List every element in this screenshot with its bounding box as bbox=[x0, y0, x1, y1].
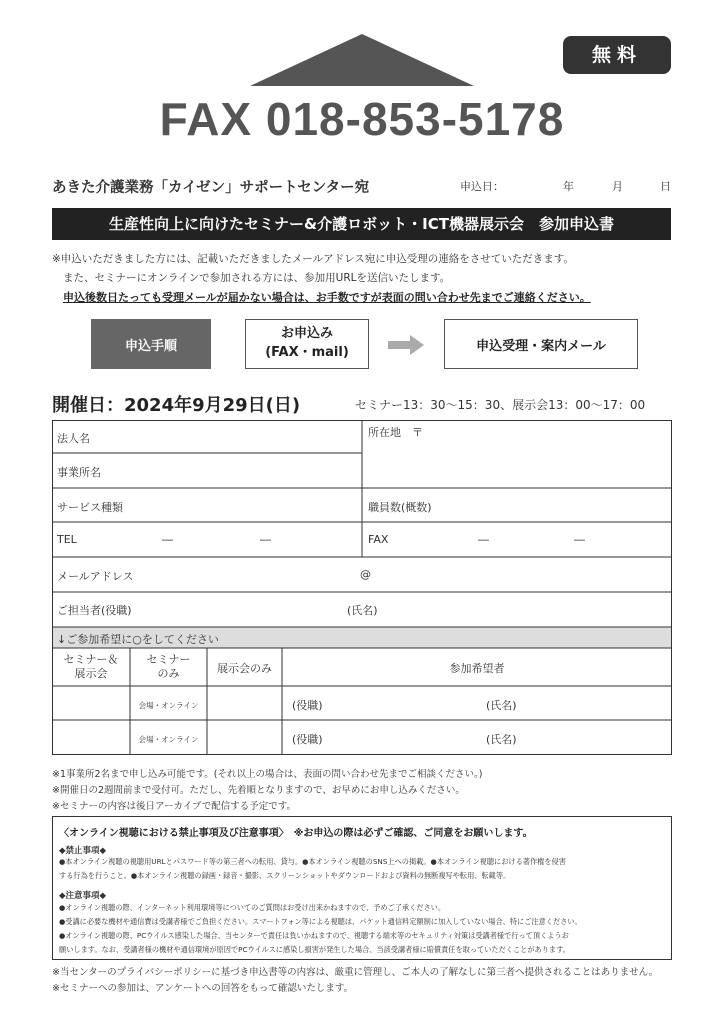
step-apply bbox=[245, 319, 369, 369]
row1-position: (役職) bbox=[292, 699, 323, 712]
caution-line3: ●オンライン視聴の際、PCウイルス感染した場合、当センターで責任は負いかねますので、視聴する端末等のセキュリティ対策は受講者様で行って頂くようお bbox=[59, 931, 569, 940]
col-seminar-only bbox=[130, 653, 207, 681]
day-label: 日 bbox=[660, 180, 671, 193]
step-procedure: 申込手順 bbox=[91, 319, 211, 369]
fax-dash-2: ― bbox=[574, 533, 585, 546]
step-apply-line2: (FAX・mail) bbox=[265, 345, 349, 360]
arrow-right-icon bbox=[388, 335, 424, 355]
col2-line1: セミナー bbox=[146, 653, 191, 666]
col-exhibition-only: 展示会のみ bbox=[217, 662, 272, 675]
prohibited-line2: する行為を行うこと。●本オンライン視聴の録画・録音・撮影、スクリーンショットやダウンロードおよび資料の無断複写や転用、転載等。 bbox=[59, 871, 511, 880]
col1-line1: セミナー＆ bbox=[63, 653, 119, 666]
online-rules-box bbox=[52, 816, 672, 960]
caution-line1: ●オンライン視聴の際、インターネット利用環境等についてのご質問はお受け出来かねますので、予めご了承ください。 bbox=[59, 903, 446, 912]
col-seminar-and-exhibition bbox=[52, 653, 130, 681]
note-line2: また、セミナーにオンラインで参加される方には、参加用URLを送信いたします。 bbox=[63, 272, 451, 284]
step-apply-line1: お申込み bbox=[280, 326, 333, 342]
month-label: 月 bbox=[612, 180, 623, 193]
email-label: メールアドレス bbox=[57, 570, 134, 583]
office-name-label: 事業所名 bbox=[57, 466, 101, 479]
corp-name-label: 法人名 bbox=[57, 432, 90, 445]
footnote-3: ※セミナーの内容は後日アーカイブで配信する予定です。 bbox=[52, 801, 296, 812]
staff-count-label: 職員数(概数) bbox=[368, 501, 432, 514]
row2-position: (役職) bbox=[292, 733, 323, 746]
row1-venue-online: 会場・オンライン bbox=[138, 701, 199, 710]
row2-name: (氏名) bbox=[486, 733, 517, 746]
event-date: 開催日：2024年9月29日(日) bbox=[52, 395, 301, 416]
footnote-2: ※開催日の2週間前まで受付可。ただし、先着順となりますので、お早めにお申し込みください。 bbox=[52, 785, 465, 796]
note-line3: 申込後数日たっても受理メールが届かない場合は、お手数ですが表面の問い合わせ先までご連絡ください。 bbox=[63, 291, 591, 304]
address-label: 所在地 〒 bbox=[368, 426, 423, 439]
row1-name: (氏名) bbox=[486, 699, 517, 712]
apply-date-label: 申込日： bbox=[460, 180, 504, 193]
email-at: @ bbox=[360, 568, 371, 581]
fax-dash-1: ― bbox=[478, 533, 489, 546]
contact-name-label: (氏名) bbox=[347, 604, 378, 617]
step-confirmation: 申込受理・案内メール bbox=[444, 319, 638, 369]
prohibited-title: ◆禁止事項◆ bbox=[59, 846, 107, 856]
tel-dash-1: ― bbox=[162, 533, 173, 546]
row2-venue-online: 会場・オンライン bbox=[138, 735, 199, 744]
year-label: 年 bbox=[563, 180, 574, 193]
col-participants: 参加希望者 bbox=[449, 662, 505, 675]
addressee: あきた介護業務「カイゼン」サポートセンター宛 bbox=[52, 180, 370, 196]
fax-number: FAX 018-853-5178 bbox=[159, 93, 565, 145]
closing-line2: ※セミナーへの参加は、アンケートへの回答をもって確認いたします。 bbox=[52, 983, 354, 994]
tel-dash-2: ― bbox=[260, 533, 271, 546]
house-roof-icon bbox=[250, 34, 474, 86]
caution-line2: ●受講に必要な機材や通信費は受講者様でご負担ください。スマートフォン等による視聴は、パケット通信料定額制に加入していない場合、特にご注意ください。 bbox=[59, 917, 582, 926]
note-line1: ※申込いただきました方には、記載いただきましたメールアドレス宛に申込受理の連絡をさせていただきます。 bbox=[52, 253, 574, 265]
caution-title: ◆注意事項◆ bbox=[59, 891, 107, 901]
form-title: 生産性向上に向けたセミナー&介護ロボット・ICT機器展示会 参加申込書 bbox=[52, 208, 671, 240]
service-type-label: サービス種類 bbox=[57, 501, 123, 514]
caution-line4: 願いします。なお、受講者様の機材や通信環境が原因でPCウイルスに感染し損害が発生した場合、当該受講者様に賠償責任を取っていただくことがあります。 bbox=[59, 945, 570, 954]
contact-position-label: ご担当者(役職) bbox=[57, 604, 132, 617]
tel-label: TEL bbox=[57, 533, 77, 546]
closing-line1: ※当センターのプライバシーポリシーに基づき申込書等の内容は、厳重に管理し、ご本人の了解なしに第三者へ提供されることはありません。 bbox=[52, 967, 659, 978]
free-badge: 無料 bbox=[563, 36, 671, 74]
col1-line2: 展示会 bbox=[74, 667, 108, 680]
rules-heading: 〈オンライン視聴における禁止事項及び注意事項〉 ※お申込の際は必ずご確認、ご同意をお願いします。 bbox=[59, 828, 533, 839]
col2-line2: のみ bbox=[157, 667, 180, 680]
prohibited-line1: ●本オンライン視聴の視聴用URLとパスワード等の第三者への転用、貸与。●本オンライン視聴のSNS上への掲載。●本オンライン視聴における著作権を侵害 bbox=[59, 857, 566, 866]
footnote-1: ※1事業所2名まで申し込み可能です。(それ以上の場合は、表面の問い合わせ先までご相談ください。) bbox=[52, 769, 483, 780]
participation-instruction: ↓ご参加希望に○をしてください bbox=[57, 633, 219, 646]
event-hours: セミナー13：30～15：30、展示会13：00～17：00 bbox=[355, 398, 646, 412]
application-form bbox=[52, 420, 672, 755]
fax-label: FAX bbox=[368, 533, 389, 546]
